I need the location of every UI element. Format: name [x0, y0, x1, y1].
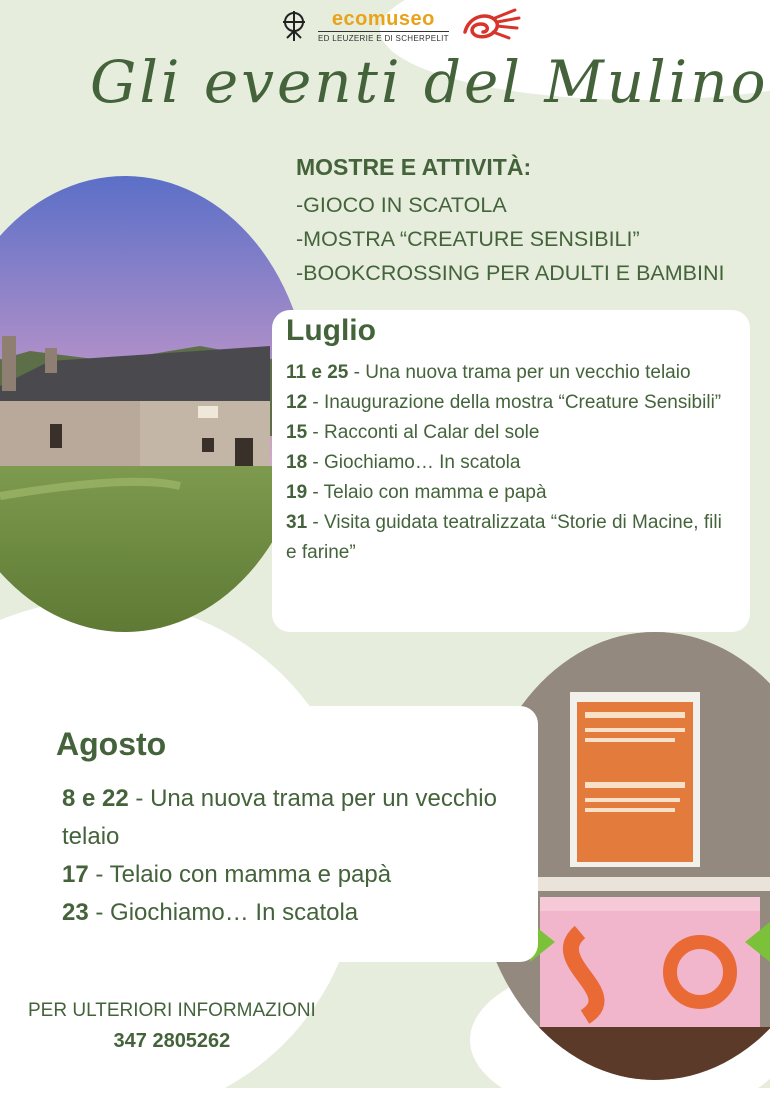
- event-item: [286, 358, 726, 388]
- event-text: - Inaugurazione della mostra “Creature Sensibili”: [307, 392, 722, 413]
- event-date: 17: [62, 861, 89, 888]
- event-date: 11 e 25: [286, 362, 349, 383]
- event-item: [286, 508, 726, 568]
- event-item: [286, 388, 726, 418]
- event-text: - Telaio con mamma e papà: [307, 482, 547, 503]
- event-date: 12: [286, 392, 308, 413]
- agosto-heading: Agosto: [56, 726, 167, 762]
- header-logos: [280, 6, 523, 46]
- event-item: [62, 780, 522, 856]
- event-text: - Giochiamo… In scatola: [307, 452, 521, 473]
- event-item: [286, 418, 726, 448]
- event-text: - Telaio con mamma e papà: [88, 861, 392, 888]
- hand-logo-icon: [459, 6, 523, 46]
- cross-emblem-icon: [280, 10, 308, 42]
- event-date: 19: [286, 482, 308, 503]
- event-date: 18: [286, 452, 308, 473]
- luglio-heading: Luglio: [286, 314, 376, 347]
- mostre-item: -MOSTRA “CREATURE SENSIBILI”: [296, 227, 640, 251]
- mostre-item: -BOOKCROSSING PER ADULTI E BAMBINI: [296, 261, 725, 285]
- mostre-section: [296, 154, 725, 290]
- page-title: Gli eventi del Mulino: [90, 48, 769, 116]
- event-date: 8 e 22: [62, 785, 129, 812]
- event-text: - Visita guidata teatralizzata “Storie di Macine, fili e farine”: [286, 512, 722, 563]
- mostre-item: -GIOCO IN SCATOLA: [296, 193, 507, 217]
- event-text: - Una nuova trama per un vecchio telaio: [62, 785, 497, 850]
- info-label: PER ULTERIORI INFORMAZIONI: [28, 1000, 316, 1021]
- agosto-events: [62, 780, 522, 932]
- event-date: 15: [286, 422, 308, 443]
- info-section: [28, 1000, 316, 1053]
- ecomuseo-logo-title: ecomuseo: [331, 8, 435, 30]
- ecomuseo-logo: [318, 9, 449, 43]
- event-text: - Una nuova trama per un vecchio telaio: [348, 362, 691, 383]
- event-item: [286, 448, 726, 478]
- event-date: 23: [62, 899, 89, 926]
- event-text: - Giochiamo… In scatola: [88, 899, 359, 926]
- luglio-events: [286, 358, 726, 568]
- phone-number: 347 2805262: [113, 1030, 231, 1052]
- event-item: [62, 894, 522, 932]
- event-date: 31: [286, 512, 308, 533]
- mostre-heading: MOSTRE E ATTIVITÀ:: [296, 154, 532, 180]
- event-text: - Racconti al Calar del sole: [307, 422, 540, 443]
- event-item: [286, 478, 726, 508]
- ecomuseo-logo-subtitle: ED LEUZERIE E DI SCHERPELIT: [318, 31, 449, 43]
- event-item: [62, 856, 522, 894]
